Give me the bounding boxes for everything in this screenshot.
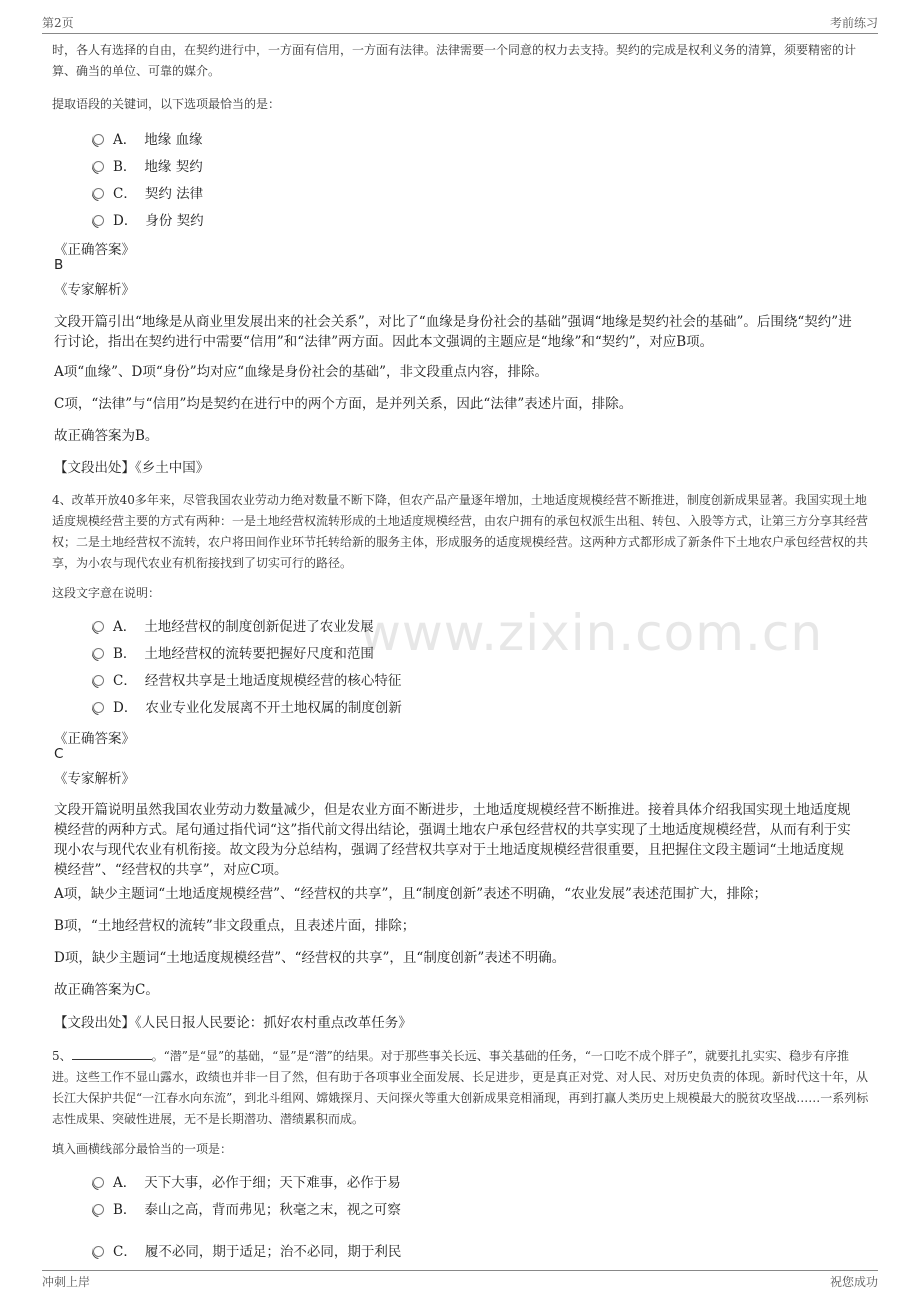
radio-icon[interactable]: [93, 1246, 104, 1257]
q3-analysis-1: 文段开篇引出“地缘是从商业里发展出来的社会关系”，对比了“血缘是身份社会的基础”强调“地缘是契约社会的基础”。后围绕“契约”进行讨论，指出在契约进行中需要“信用”和“法律”两方面。因此本文强调的主题应是“地缘”和“契约”，对应B项。: [54, 314, 852, 350]
q3-analysis-2: A项“血缘”、D项“身份”均对应“血缘是身份社会的基础”，非文段重点内容，排除。: [54, 364, 548, 380]
radio-icon[interactable]: [93, 621, 104, 632]
q4-analysis-4: D项，缺少主题词“土地适度规模经营”、“经营权的共享”，且“制度创新”表述不明确。: [54, 950, 566, 966]
q3-analysis-label: 《专家解析》: [54, 282, 135, 298]
q4-analysis-1: 文段开篇说明虽然我国农业劳动力数量减少，但是农业方面不断进步，土地适度规模经营不断推进。接着具体介绍我国实现土地适度规模经营的两种方式。尾句通过指代词“这”指代前文得出结论，强调土地农户承包经营权的共享实现了土地适度规模经营，从而有利于实现小农与现代农业有机衔接。故文段为分总结构，强调了经营权共享对于土地适度规模经营很重要，且把握住文段主题词“土地适度规模经营”、“经营权的共享”，对应C项。: [54, 802, 851, 878]
q4-option-c[interactable]: C． 经营权共享是土地适度规模经营的核心特征: [93, 671, 401, 691]
q3-analysis-4: 故正确答案为B。: [54, 428, 159, 444]
fill-in-blank: [72, 1047, 152, 1060]
q5-option-a[interactable]: A． 天下大事，必作于细；天下难事，必作于易: [93, 1173, 401, 1193]
q5-prompt: 填入画横线部分最恰当的一项是：: [52, 1142, 233, 1156]
radio-icon[interactable]: [93, 1177, 104, 1188]
q4-analysis-5: 故正确答案为C。: [54, 982, 159, 998]
q4-analysis-3: B项，“土地经营权的流转”非文段重点，且表述片面，排除；: [54, 918, 416, 934]
footer-right: 祝您成功: [829, 1275, 878, 1289]
q3-option-b[interactable]: B． 地缘 契约: [93, 157, 203, 177]
q4-analysis-2: A项，缺少主题词“土地适度规模经营”、“经营权的共享”，且“制度创新”表述不明确，“农业发展”表述范围扩大，排除；: [54, 886, 767, 902]
radio-icon[interactable]: [93, 188, 104, 199]
q3-answer: B: [54, 257, 64, 273]
q3-prompt: 提取语段的关键词，以下选项最恰当的是：: [52, 97, 281, 111]
q4-option-b[interactable]: B． 土地经营权的流转要把握好尺度和范围: [93, 644, 374, 664]
page-number: 第2页: [42, 16, 74, 30]
radio-icon[interactable]: [93, 1204, 104, 1215]
q4-prompt: 这段文字意在说明：: [52, 586, 161, 600]
q3-analysis-3: C项，“法律”与“信用”均是契约在进行中的两个方面，是并列关系，因此“法律”表述片面，排除。: [54, 396, 633, 412]
q3-option-a[interactable]: A． 地缘 血缘: [93, 130, 203, 150]
footer-left: 冲刺上岸: [42, 1275, 91, 1289]
radio-icon[interactable]: [93, 161, 104, 172]
q4-option-d[interactable]: D． 农业专业化发展离不开土地权属的制度创新: [93, 698, 402, 718]
footer-divider: [42, 1270, 878, 1271]
header-title: 考前练习: [829, 16, 878, 30]
q3-option-d[interactable]: D． 身份 契约: [93, 211, 204, 231]
q3-source: 【文段出处】《乡土中国》: [54, 460, 210, 476]
q4-source: 【文段出处】《人民日报人民要论：抓好农村重点改革任务》: [54, 1015, 412, 1031]
q5-passage: 5、 。“潜”是“显”的基础，“显”是“潜”的结果。对于那些事关长远、事关基础的任务，“一口吃不成个胖子”，就要扎扎实实、稳步有序推进。这些工作不显山露水，政绩也并非一目了然，但有助于各项事业全面发展、长足进步，更是真正对党、对人民、对历史负责的体现。新时代这十年，从长江大保护共促“一江春水向东流”，到北斗组网、嫦娥探月、天问探火等重大创新成果竞相涌现，再到打赢人类历史上规模最大的脱贫攻坚战……一系列标志性成果、突破性进展，无不是长期潜功、潜绩累积而成。: [52, 1049, 869, 1126]
q5-option-c[interactable]: C． 履不必同，期于适足；治不必同，期于利民: [93, 1242, 401, 1262]
watermark: www.zixin.com.cn: [360, 604, 824, 662]
q4-answer-label: 《正确答案》: [54, 731, 135, 747]
q4-passage: 4、改革开放40多年来，尽管我国农业劳动力绝对数量不断下降，但农产品产量逐年增加，土地适度规模经营不断推进，制度创新成果显著。我国实现土地适度规模经营主要的方式有两种：一是土地经营权流转形成的土地适度规模经营，由农户拥有的承包权派生出租、转包、入股等方式，让第三方分享其经营权；二是土地经营权不流转，农户将田间作业环节托转给新的服务主体，形成服务的适度规模经营。这两种方式都形成了新条件下土地农户承包经营权的共享，为小农与现代农业有机衔接找到了切实可行的路径。: [52, 493, 869, 570]
radio-icon[interactable]: [93, 134, 104, 145]
q5-option-b[interactable]: B． 泰山之高，背而弗见；秋毫之末，视之可察: [93, 1200, 401, 1220]
q4-option-a[interactable]: A． 土地经营权的制度创新促进了农业发展: [93, 617, 374, 637]
q3-passage: 时，各人有选择的自由，在契约进行中，一方面有信用，一方面有法律。法律需要一个同意的权力去支持。契约的完成是权利义务的清算，须要精密的计算、确当的单位、可靠的媒介。: [52, 43, 857, 78]
radio-icon[interactable]: [93, 215, 104, 226]
q4-answer: C: [54, 746, 64, 762]
header-divider: [42, 33, 878, 34]
radio-icon[interactable]: [93, 675, 104, 686]
q4-analysis-label: 《专家解析》: [54, 771, 135, 787]
q3-option-c[interactable]: C． 契约 法律: [93, 184, 203, 204]
radio-icon[interactable]: [93, 702, 104, 713]
radio-icon[interactable]: [93, 648, 104, 659]
q3-answer-label: 《正确答案》: [54, 242, 135, 258]
